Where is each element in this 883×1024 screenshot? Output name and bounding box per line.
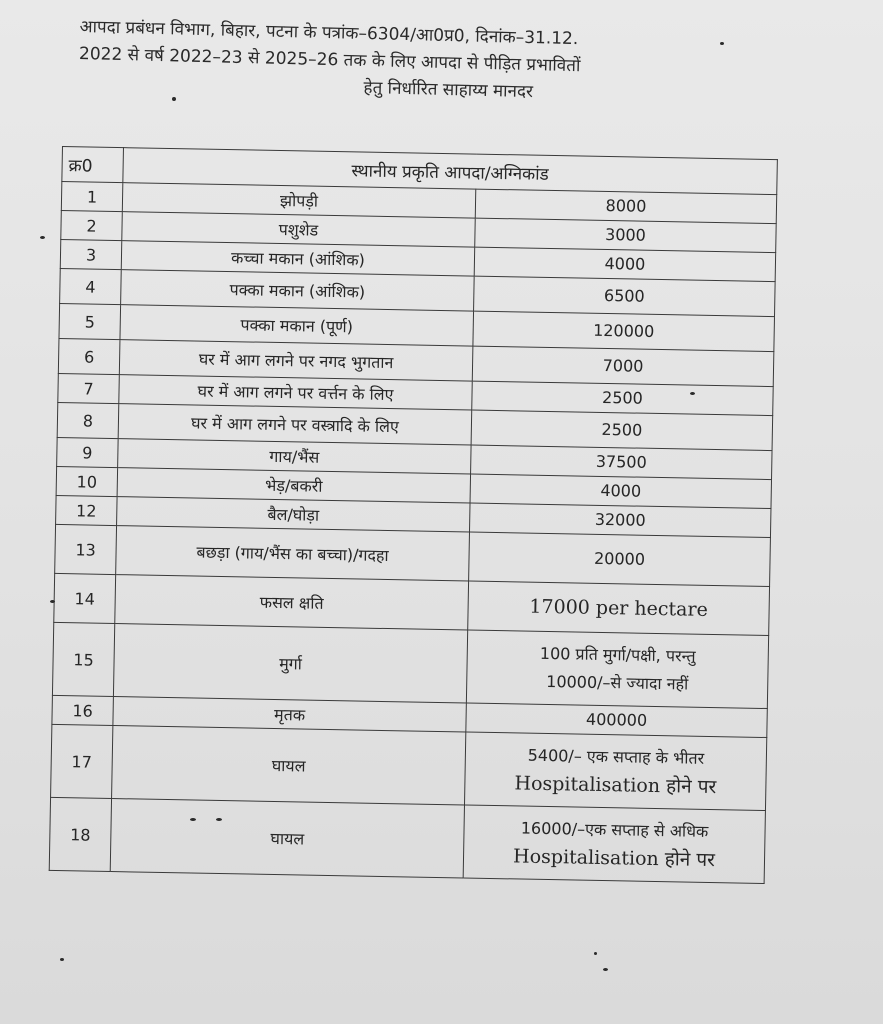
amount-line: 3000 [604,224,646,245]
row-amount [472,346,774,387]
row-item-name: झोपड़ी [122,183,475,218]
amount-line: 37500 [595,451,647,472]
amount-line: 2500 [601,419,643,440]
scan-speck [690,392,695,395]
amount-line: 120000 [592,320,655,341]
row-item-name: घायल [112,726,466,805]
row-serial-number: 3 [60,239,122,269]
table-row [49,797,765,883]
table-row [52,622,768,708]
scan-speck [172,97,176,101]
row-item-name: भेड़/बकरी [117,468,470,503]
row-serial-number: 9 [57,437,119,467]
relief-rate-table [49,146,778,884]
row-amount [463,805,765,884]
row-amount [466,630,768,709]
row-item-name: बछड़ा (गाय/भैंस का बच्चा)/गदहा [116,526,470,581]
row-amount [471,410,773,451]
row-serial-number: 13 [55,524,117,574]
heading-line-3: हेतु निर्धारित साहाय्य मानदर [363,77,534,103]
row-serial-number: 5 [59,303,121,339]
row-serial-number: 7 [58,373,120,403]
row-serial-number: 6 [58,338,120,374]
heading-line-2: 2022 से वर्ष 2022–23 से 2025–26 तक के लिए आपदा से पीड़ित प्रभावितों [78,43,581,77]
row-item-name: कच्चा मकान (आंशिक) [121,241,474,276]
heading-line-1: आपदा प्रबंधन विभाग, बिहार, पटना के पत्रांक–6304/आ0प्र0, दिनांक–31.12. [79,16,579,50]
row-item-name: पक्का मकान (पूर्ण) [120,305,474,346]
row-item-name: घर में आग लगने पर वर्त्तन के लिए [119,375,472,410]
row-serial-number: 16 [52,695,114,725]
header-serial-number: क्र0 [62,147,124,183]
row-amount [469,532,771,587]
amount-line: 17000 per hectare [529,595,709,621]
amount-line: 400000 [585,709,648,730]
amount-line: 32000 [594,509,646,530]
row-item-name: पशुशेड [122,212,475,247]
scan-speck [50,600,55,603]
row-serial-number: 8 [57,402,119,438]
amount-line: 4000 [604,253,646,274]
document-heading [78,14,800,113]
row-amount [464,732,766,811]
row-item-name: फसल क्षति [115,575,469,630]
amount-line: 16000/–एक सप्ताह से अधिक [520,818,709,841]
row-amount [468,581,770,636]
row-item-name: गाय/भैंस [118,439,471,474]
scan-speck [216,818,222,821]
amount-line: 6500 [603,285,645,306]
row-serial-number: 15 [52,622,114,696]
row-item-name: पक्का मकान (आंशिक) [121,270,475,311]
row-serial-number: 10 [56,466,118,496]
amount-line: 10000/–से ज्यादा नहीं [546,671,689,694]
table-body [49,182,777,884]
row-item-name: मुर्गा [113,624,467,703]
row-item-name: घर में आग लगने पर नगद भुगतान [119,340,473,381]
row-serial-number: 2 [61,210,123,240]
amount-line: 4000 [600,480,642,501]
amount-line: Hospitalisation होने पर [512,845,716,872]
row-serial-number: 17 [51,724,113,798]
amount-line: Hospitalisation होने पर [514,772,717,799]
amount-line: 8000 [605,195,647,216]
amount-line: 100 प्रति मुर्गा/पक्षी, परन्तु [539,643,696,666]
row-serial-number: 14 [54,573,116,623]
scan-speck [594,952,597,955]
row-item-name: मृतक [113,697,466,732]
row-serial-number: 12 [56,495,118,525]
amount-line: 7000 [602,355,644,376]
row-item-name: बैल/घोड़ा [117,497,470,532]
amount-line: 20000 [593,548,646,569]
row-amount [474,276,776,317]
scan-speck [40,236,45,239]
amount-line: 2500 [601,387,644,408]
row-item-name: घर में आग लगने पर वस्त्रादि के लिए [118,404,472,445]
scan-speck [603,968,608,971]
row-serial-number: 4 [60,268,122,304]
row-amount [473,311,775,352]
row-serial-number: 1 [61,182,123,212]
header-title: स्थानीय प्रकृति आपदा/अग्निकांड [123,148,778,195]
scan-speck [60,958,64,961]
scan-speck [190,818,196,821]
amount-line: 5400/– एक सप्ताह के भीतर [527,745,705,768]
row-item-name: घायल [110,799,464,878]
scan-speck [720,42,724,45]
table-row [51,724,767,810]
row-serial-number: 18 [49,797,111,871]
